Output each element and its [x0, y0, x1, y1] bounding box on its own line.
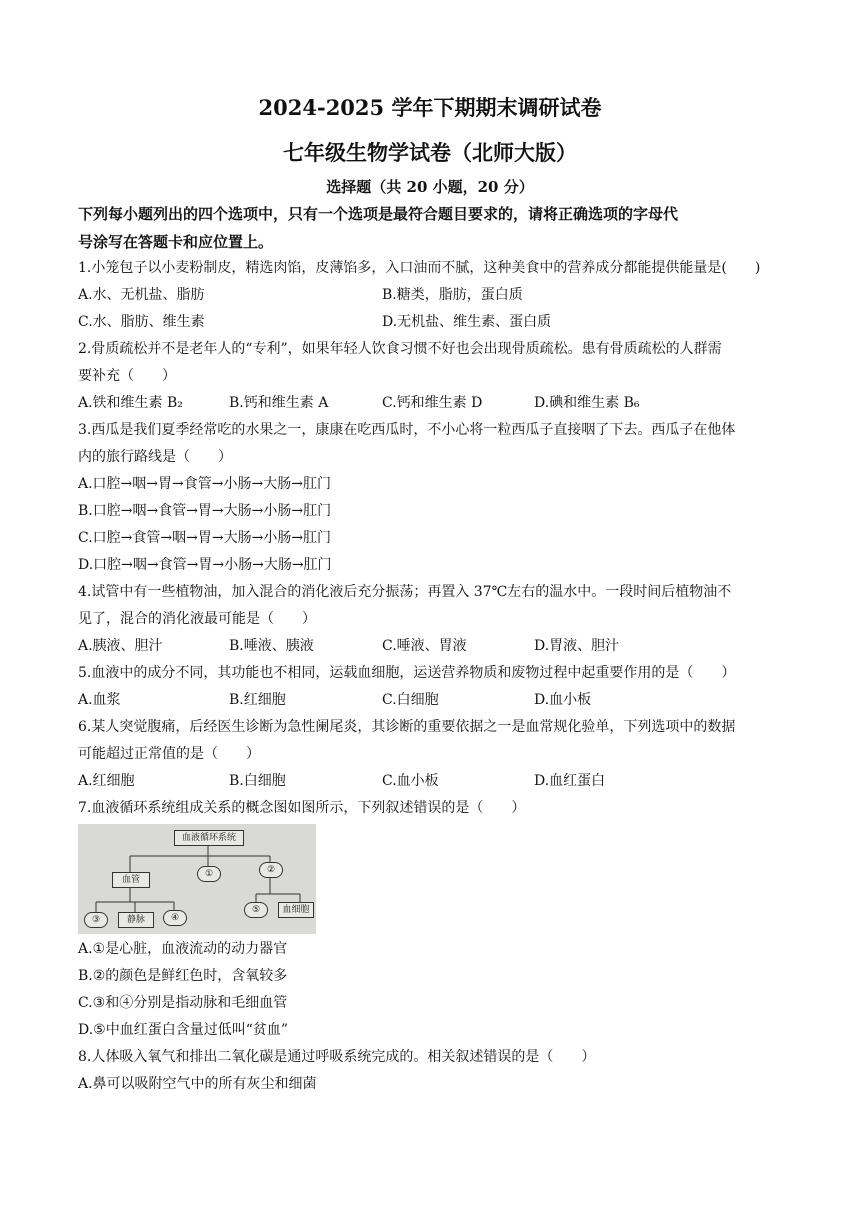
diagram-node-1: ① — [197, 866, 221, 882]
question-4-stem-line-1: 4.试管中有一些植物油，加入混合的消化液后充分振荡；再置入 37℃左右的温水中。一段时间后植物油不 — [78, 584, 732, 600]
diagram-node-3: ③ — [84, 912, 108, 928]
question-1-option-a: A.水、无机盐、脂肪 — [78, 287, 205, 303]
diagram-node-5: ⑤ — [244, 902, 268, 918]
question-4-option-a: A.胰液、胆汁 — [78, 638, 163, 654]
question-5-option-c: C.白细胞 — [382, 692, 439, 708]
question-7-option-a: A.①是心脏，血液流动的动力器官 — [78, 941, 288, 957]
question-4-option-b: B.唾液、胰液 — [229, 638, 314, 654]
question-5-option-d: D.血小板 — [534, 692, 592, 708]
question-1-stem: 1.小笼包子以小麦粉制皮，精选肉馅，皮薄馅多，入口油而不腻，这种美食中的营养成分都能提供能量是( ) — [78, 260, 761, 276]
question-2-stem-line-1: 2.骨质疏松并不是老年人的“专利”，如果年轻人饮食习惯不好也会出现骨质疏松。患有骨质疏松的人群需 — [78, 341, 722, 357]
question-6-stem-line-1: 6.某人突觉腹痛，后经医生诊断为急性阑尾炎，其诊断的重要依据之一是血常规化验单，下列选项中的数据 — [78, 719, 736, 735]
question-3-option-d: D.口腔→咽→食管→胃→小肠→大肠→肛门 — [78, 557, 332, 573]
question-6-option-d: D.血红蛋白 — [534, 773, 606, 789]
instruction-line-2: 号涂写在答题卡和应位置上。 — [78, 233, 274, 251]
question-8-option-a: A.鼻可以吸附空气中的所有灰尘和细菌 — [78, 1076, 317, 1092]
question-4-option-c: C.唾液、胃液 — [382, 638, 467, 654]
question-4-option-d: D.胃液、胆汁 — [534, 638, 620, 654]
diagram-node-vein: 静脉 — [118, 912, 154, 928]
question-3-option-c: C.口腔→食管→咽→胃→大肠→小肠→肛门 — [78, 530, 332, 546]
exam-title: 2024-2025 学年下期期末调研试卷 — [258, 95, 602, 120]
question-6-option-b: B.白细胞 — [229, 773, 286, 789]
circulatory-system-concept-diagram — [78, 824, 316, 934]
question-7-option-b: B.②的颜色是鲜红色时，含氧较多 — [78, 968, 288, 984]
question-7-option-c: C.③和④分别是指动脉和毛细血管 — [78, 995, 288, 1011]
question-3-option-a: A.口腔→咽→胃→食管→小肠→大肠→肛门 — [78, 476, 331, 492]
question-3-option-b: B.口腔→咽→食管→胃→大肠→小肠→肛门 — [78, 503, 332, 519]
question-1-option-c: C.水、脂肪、维生素 — [78, 314, 205, 330]
diagram-node-vessel: 血管 — [112, 872, 150, 888]
question-5-option-b: B.红细胞 — [229, 692, 286, 708]
question-2-option-c: C.钙和维生素 D — [382, 395, 483, 411]
question-1-option-b: B.糖类，脂肪，蛋白质 — [382, 287, 523, 303]
question-5-option-a: A.血浆 — [78, 692, 121, 708]
section-heading: 选择题（共 20 小题，20 分） — [326, 178, 534, 196]
question-3-stem-line-2: 内的旅行路线是（ ） — [78, 449, 232, 465]
diagram-node-2: ② — [259, 862, 283, 878]
question-6-stem-line-2: 可能超过正常值的是（ ） — [78, 746, 260, 762]
exam-subtitle: 七年级生物学试卷（北师大版） — [283, 140, 577, 165]
question-2-stem-line-2: 要补充（ ） — [78, 368, 176, 384]
question-6-option-a: A.红细胞 — [78, 773, 135, 789]
question-4-stem-line-2: 见了，混合的消化液最可能是（ ） — [78, 611, 316, 627]
question-2-option-b: B.钙和维生素 A — [229, 395, 329, 411]
diagram-node-blood-cell: 血细胞 — [278, 902, 314, 918]
question-6-option-c: C.血小板 — [382, 773, 439, 789]
question-2-option-a: A.铁和维生素 B₂ — [78, 395, 183, 411]
question-7-option-d: D.⑤中血红蛋白含量过低叫“贫血” — [78, 1022, 289, 1038]
diagram-node-4: ④ — [163, 910, 187, 926]
question-7-stem: 7.血液循环系统组成关系的概念图如图所示，下列叙述错误的是（ ） — [78, 800, 526, 816]
question-1-option-d: D.无机盐、维生素、蛋白质 — [382, 314, 552, 330]
question-5-stem: 5.血液中的成分不同，其功能也不相同，运载血细胞，运送营养物质和废物过程中起重要作用的是（ ） — [78, 665, 736, 681]
diagram-node-root: 血液循环系统 — [174, 830, 244, 846]
instruction-line-1: 下列每小题列出的四个选项中，只有一个选项是最符合题目要求的，请将正确选项的字母代 — [78, 205, 679, 223]
question-2-option-d: D.碘和维生素 B₆ — [534, 395, 640, 411]
question-3-stem-line-1: 3.西瓜是我们夏季经常吃的水果之一，康康在吃西瓜时，不小心将一粒西瓜子直接咽了下去。西瓜子在他体 — [78, 422, 736, 438]
question-8-stem: 8.人体吸入氧气和排出二氧化碳是通过呼吸系统完成的。相关叙述错误的是（ ） — [78, 1049, 596, 1065]
